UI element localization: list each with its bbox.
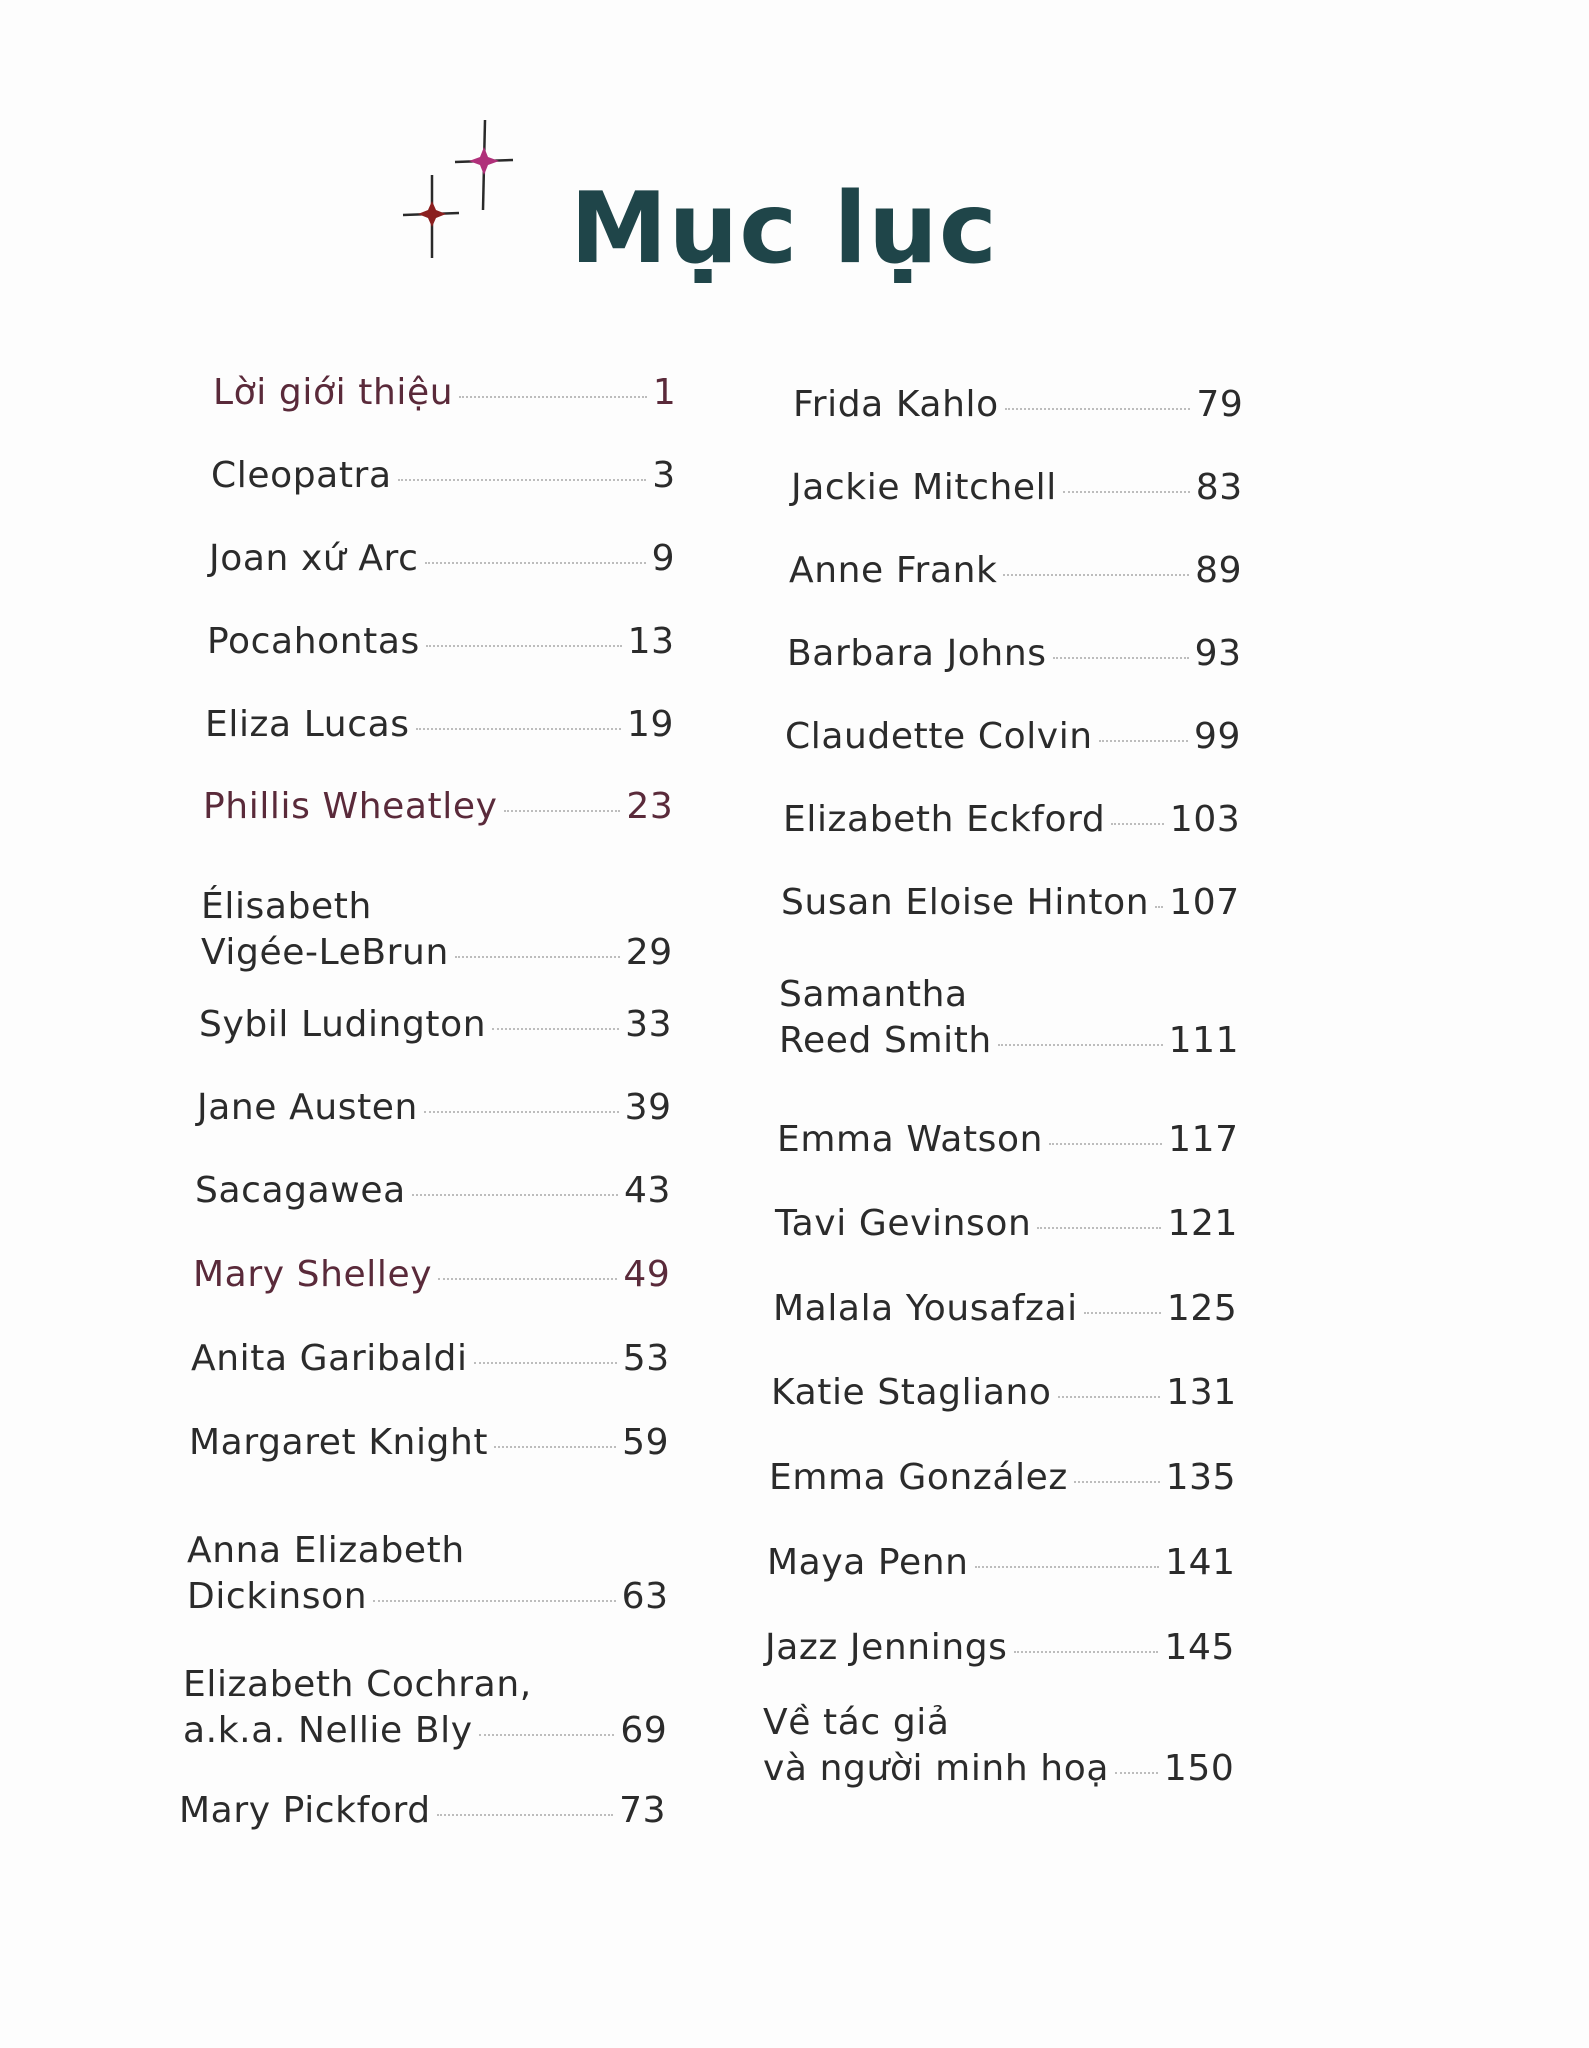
- toc-entry-title: Mary Pickford: [179, 1790, 431, 1831]
- dot-leader: [474, 1362, 617, 1364]
- toc-entry: [783, 797, 1240, 843]
- dot-leader: [1037, 1227, 1161, 1229]
- toc-entry-title: Emma González: [769, 1457, 1068, 1498]
- toc-entry-title: Katie Stagliano: [771, 1372, 1052, 1413]
- dot-leader: [455, 956, 620, 958]
- toc-entry-title: Phillis Wheatley: [203, 786, 498, 827]
- toc-entry-title-line: Về tác giả: [763, 1702, 950, 1743]
- toc-entry: [201, 884, 673, 976]
- toc-entry-title: Elizabeth Eckford: [783, 799, 1106, 840]
- dot-leader: [1053, 657, 1189, 659]
- toc-entry-title: Malala Yousafzai: [773, 1288, 1078, 1329]
- toc-entry: [779, 972, 1239, 1064]
- dot-leader: [373, 1600, 615, 1602]
- dot-leader: [975, 1566, 1160, 1568]
- toc-entry-page-number: 23: [626, 786, 674, 827]
- toc-entry-page-number: 49: [623, 1254, 671, 1295]
- toc-entry-title: Pocahontas: [207, 621, 420, 662]
- toc-entry-title: Maya Penn: [767, 1542, 969, 1583]
- toc-entry: [197, 1085, 672, 1131]
- dot-leader: [438, 1278, 617, 1280]
- toc-entry-page-number: 39: [624, 1087, 672, 1128]
- toc-entry-title: Frida Kahlo: [793, 384, 999, 425]
- toc-entry: [187, 1528, 669, 1620]
- toc-entry-title: Anita Garibaldi: [191, 1338, 468, 1379]
- toc-entry-title: Claudette Colvin: [785, 716, 1093, 757]
- toc-entry: [767, 1540, 1236, 1586]
- dot-leader: [1063, 491, 1190, 493]
- toc-entry: [785, 714, 1241, 760]
- toc-entry-page-number: 83: [1195, 467, 1243, 508]
- toc-entry: [775, 1201, 1238, 1247]
- toc-entry-title-line: Samantha: [779, 974, 968, 1015]
- toc-entry-title-line: Élisabeth: [201, 886, 372, 927]
- toc-entry-page-number: 103: [1169, 799, 1241, 840]
- toc-entry-page-number: 131: [1166, 1372, 1237, 1413]
- dot-leader: [1014, 1651, 1159, 1653]
- toc-entry-page-number: 141: [1165, 1542, 1236, 1583]
- toc-entry: [773, 1286, 1237, 1332]
- toc-entry-page-number: 135: [1165, 1457, 1237, 1498]
- toc-entry: [207, 619, 675, 665]
- dot-leader: [1058, 1396, 1161, 1398]
- toc-entry-title: Anne Frank: [789, 550, 998, 591]
- toc-entry-page-number: 33: [625, 1004, 673, 1045]
- toc-entry: [791, 465, 1243, 511]
- dot-leader: [459, 396, 647, 398]
- toc-entry-title: Jazz Jennings: [765, 1627, 1008, 1668]
- red-star-icon: [403, 175, 459, 258]
- toc-entry-title: Dickinson: [187, 1576, 368, 1617]
- dot-leader: [1003, 574, 1189, 576]
- toc-entry: [781, 880, 1240, 926]
- dot-leader: [1084, 1312, 1161, 1314]
- toc-entry-title: Eliza Lucas: [205, 704, 410, 745]
- toc-entry-title: Lời giới thiệu: [213, 372, 454, 413]
- dot-leader: [494, 1446, 616, 1448]
- toc-entry: [213, 370, 676, 416]
- toc-entry-title: a.k.a. Nellie Bly: [183, 1710, 473, 1751]
- toc-entry-page-number: 29: [625, 932, 673, 973]
- toc-entry-title: Barbara Johns: [787, 633, 1047, 674]
- toc-entry-title: và người minh hoạ: [763, 1748, 1110, 1789]
- toc-entry-page-number: 63: [621, 1576, 669, 1617]
- dot-leader: [412, 1194, 618, 1196]
- sparkles-icon: [395, 115, 525, 265]
- toc-entry: [183, 1662, 667, 1754]
- dot-leader: [437, 1814, 613, 1816]
- toc-entry: [763, 1700, 1234, 1792]
- dot-leader: [398, 479, 647, 481]
- toc-entry-page-number: 99: [1193, 716, 1241, 757]
- toc-entry-title: Emma Watson: [777, 1119, 1044, 1160]
- toc-entry-title: Joan xứ Arc: [209, 538, 419, 579]
- toc-entry: [771, 1370, 1237, 1416]
- dot-leader: [1099, 740, 1188, 742]
- dot-leader: [426, 645, 622, 647]
- toc-entry-page-number: 53: [622, 1338, 670, 1379]
- toc-entry-title-line: Elizabeth Cochran,: [183, 1664, 532, 1705]
- dot-leader: [1005, 408, 1191, 410]
- toc-entry: [199, 1002, 672, 1048]
- dot-leader: [1111, 823, 1163, 825]
- toc-entry-page-number: 79: [1196, 384, 1244, 425]
- toc-entry: [189, 1420, 669, 1466]
- toc-entry-title: Margaret Knight: [189, 1422, 489, 1463]
- toc-entry-title: Tavi Gevinson: [775, 1203, 1032, 1244]
- toc-entry-page-number: 125: [1166, 1288, 1238, 1329]
- toc-entry: [789, 548, 1242, 594]
- toc-entry: [787, 631, 1242, 677]
- toc-entry-page-number: 121: [1167, 1203, 1238, 1244]
- toc-entry-page-number: 73: [619, 1790, 667, 1831]
- toc-entry-page-number: 13: [627, 621, 675, 662]
- toc-entry: [211, 453, 676, 499]
- dot-leader: [479, 1734, 615, 1736]
- magenta-star-icon: [455, 120, 513, 210]
- toc-entry-page-number: 89: [1195, 550, 1243, 591]
- toc-entry-title: Jane Austen: [197, 1087, 418, 1128]
- toc-entry: [765, 1625, 1235, 1671]
- toc-entry-title: Sacagawea: [195, 1170, 406, 1211]
- toc-entry-page-number: 1: [652, 372, 677, 413]
- toc-entry-page-number: 43: [623, 1170, 671, 1211]
- toc-entry-page-number: 93: [1194, 633, 1242, 674]
- toc-entry-title: Mary Shelley: [193, 1254, 433, 1295]
- toc-entry-page-number: 69: [620, 1710, 668, 1751]
- toc-entry-title: Jackie Mitchell: [791, 467, 1057, 508]
- toc-entry-page-number: 145: [1164, 1627, 1235, 1668]
- toc-entry: [769, 1455, 1236, 1501]
- toc-entry-page-number: 9: [651, 538, 676, 579]
- toc-entry: [191, 1336, 670, 1382]
- toc-entry-page-number: 107: [1169, 882, 1240, 923]
- dot-leader: [1115, 1772, 1158, 1774]
- dot-leader: [424, 1111, 619, 1113]
- toc-entry-page-number: 59: [622, 1422, 670, 1463]
- dot-leader: [1074, 1481, 1160, 1483]
- toc-entry-title: Vigée-LeBrun: [201, 932, 449, 973]
- toc-entry: [209, 536, 675, 582]
- toc-entry: [203, 784, 673, 830]
- toc-entry-title: Cleopatra: [211, 455, 392, 496]
- page-title: Mục lục: [570, 172, 998, 286]
- dot-leader: [492, 1028, 619, 1030]
- toc-entry-page-number: 117: [1168, 1119, 1239, 1160]
- toc-entry-page-number: 19: [626, 704, 674, 745]
- toc-entry-page-number: 111: [1168, 1020, 1240, 1061]
- dot-leader: [1155, 906, 1163, 908]
- toc-entry-title: Sybil Ludington: [199, 1004, 487, 1045]
- toc-entry: [193, 1252, 670, 1298]
- dot-leader: [504, 810, 621, 812]
- dot-leader: [1049, 1143, 1162, 1145]
- dot-leader: [998, 1044, 1163, 1046]
- dot-leader: [416, 728, 621, 730]
- toc-entry-title-line: Anna Elizabeth: [187, 1530, 465, 1571]
- toc-entry: [777, 1117, 1239, 1163]
- dot-leader: [425, 562, 646, 564]
- toc-entry-page-number: 3: [652, 455, 676, 496]
- toc-entry-title: Reed Smith: [779, 1020, 992, 1061]
- toc-entry: [793, 382, 1243, 428]
- toc-entry: [195, 1168, 671, 1214]
- toc-entry: [179, 1788, 666, 1834]
- toc-entry-title: Susan Eloise Hinton: [781, 882, 1150, 923]
- toc-entry: [205, 702, 674, 748]
- toc-entry-page-number: 150: [1163, 1748, 1235, 1789]
